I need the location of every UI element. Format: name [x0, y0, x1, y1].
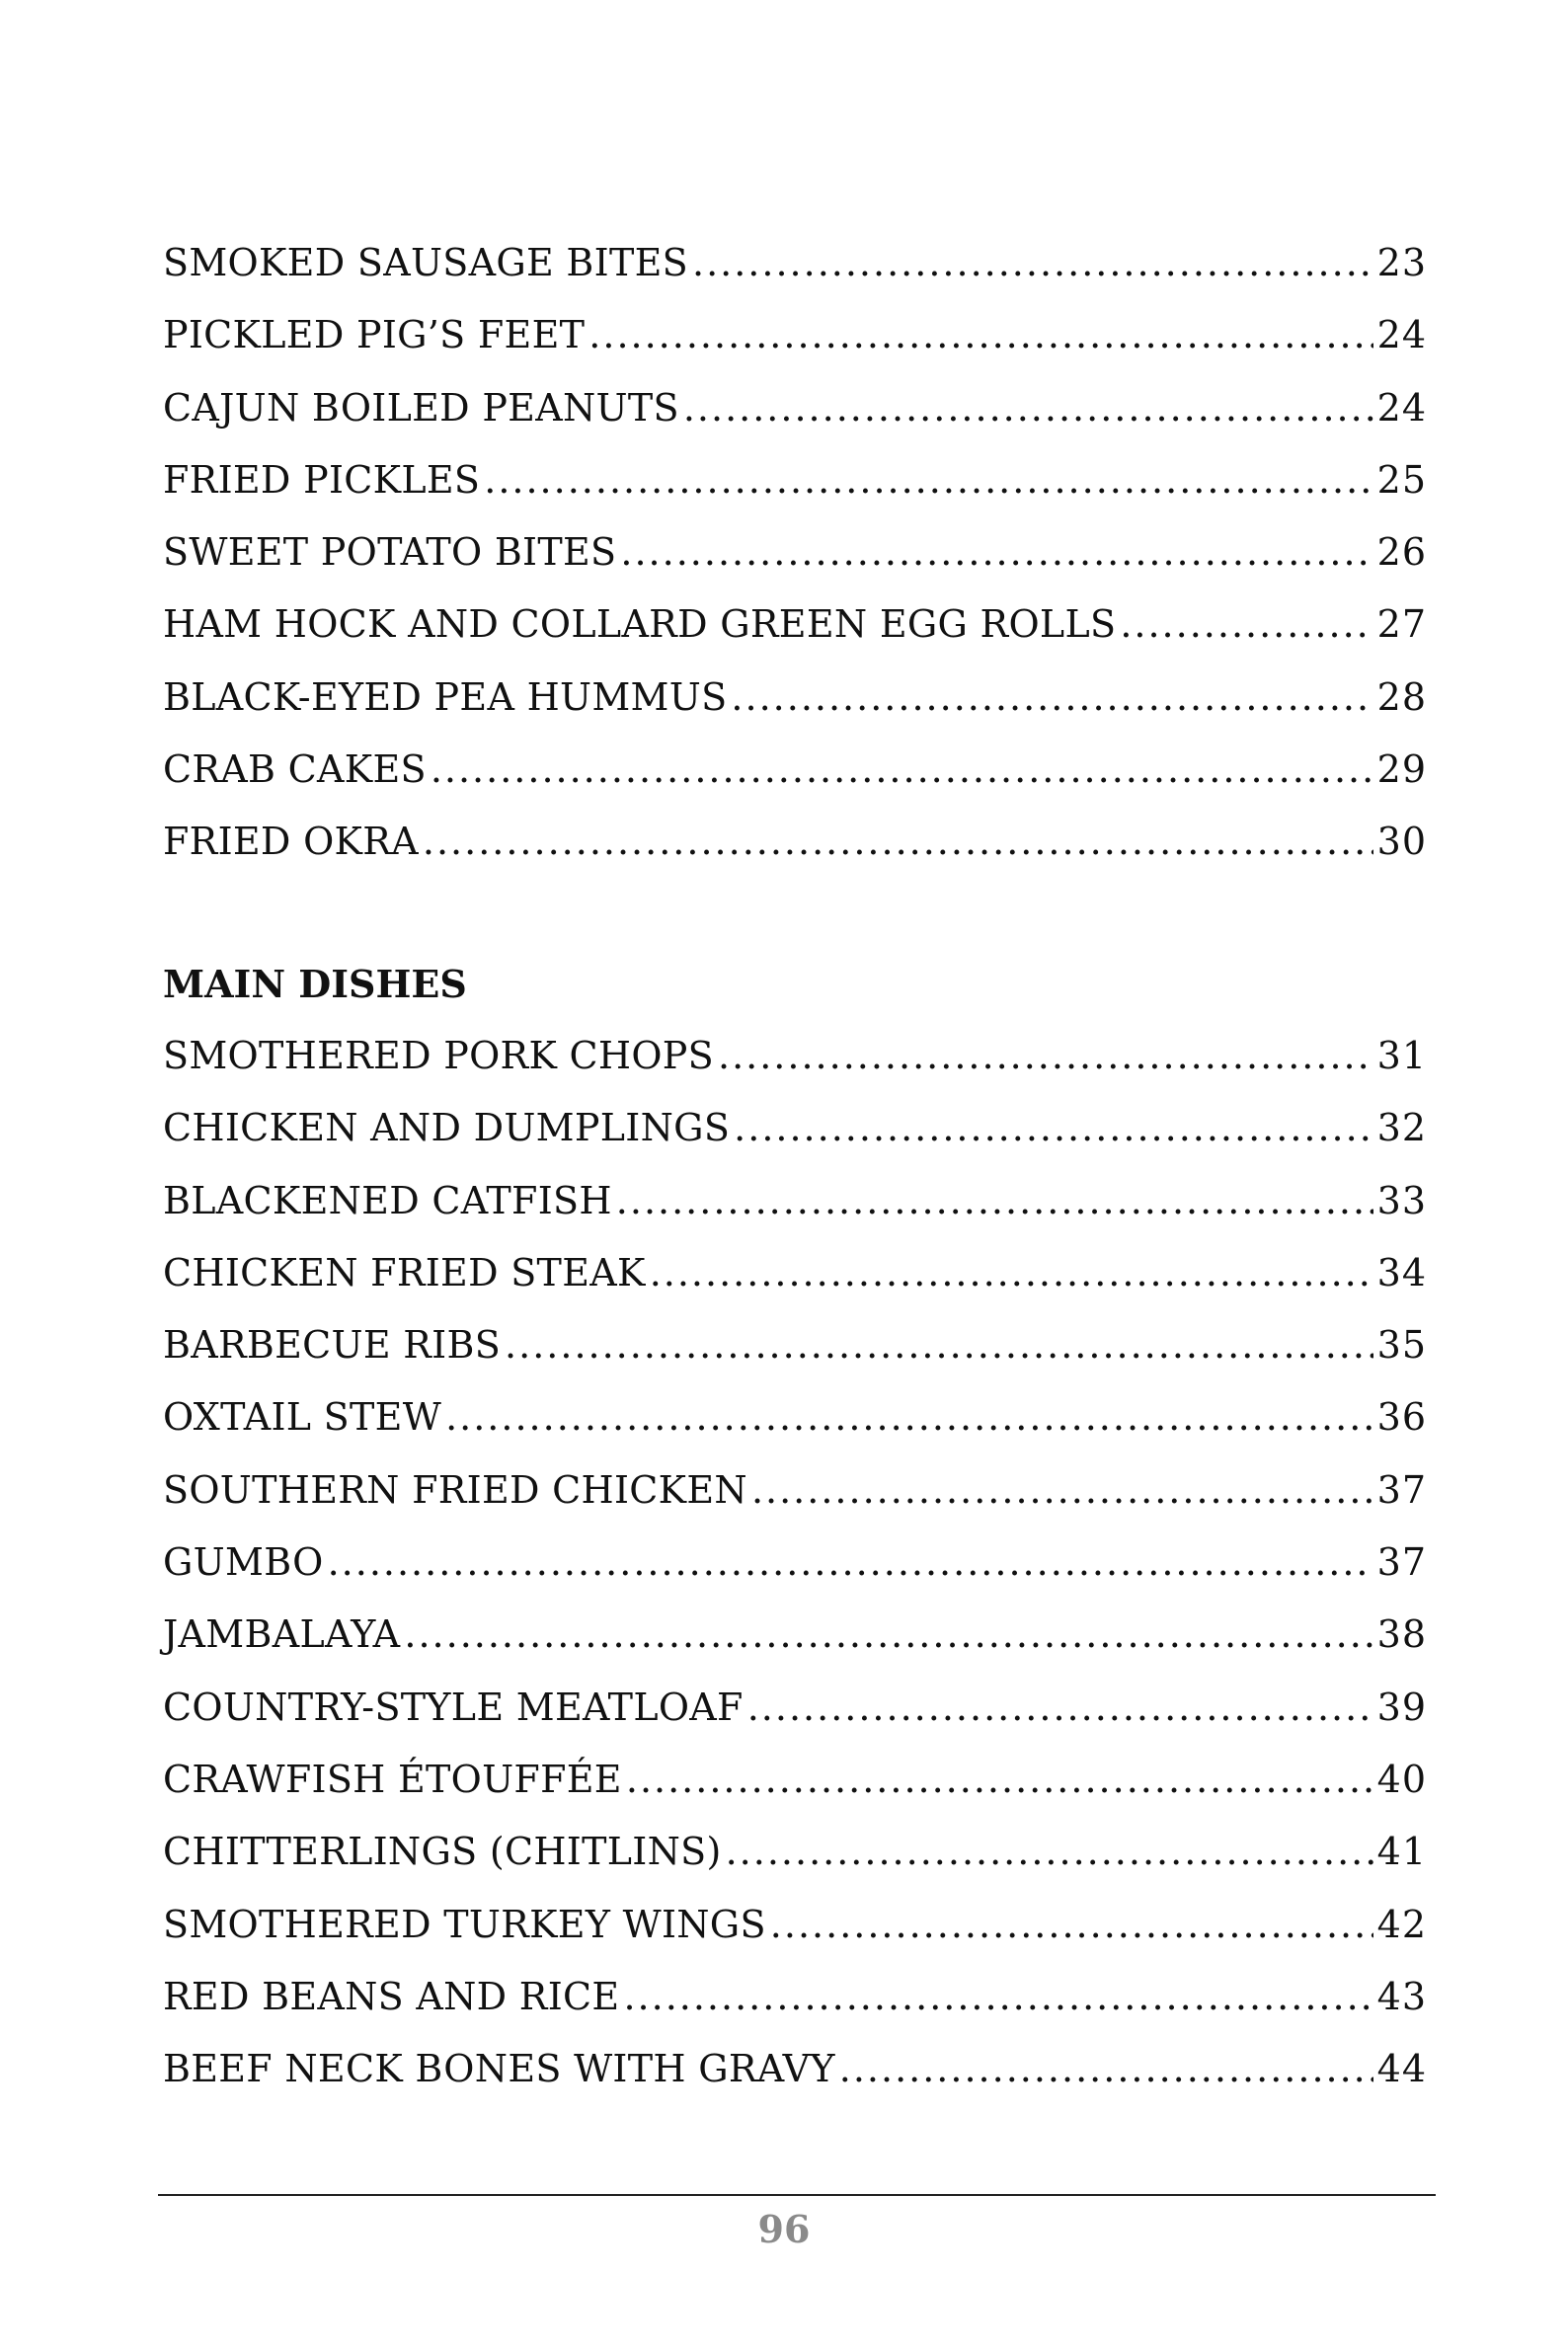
toc-entry [163, 1165, 1427, 1237]
toc-entry-page: 38 [1376, 1612, 1427, 1657]
toc-entry-title: CHICKEN AND DUMPLINGS [163, 1106, 731, 1150]
toc-entry [163, 1744, 1427, 1816]
toc-dot-leader [726, 1816, 1373, 1888]
toc-entry [163, 1020, 1427, 1092]
toc-entry [163, 806, 1427, 878]
toc-entry [163, 1381, 1427, 1453]
toc-entry-page: 33 [1376, 1178, 1427, 1222]
toc-entry [163, 588, 1427, 661]
toc-dot-leader [620, 516, 1372, 588]
toc-dot-leader [623, 1961, 1372, 2033]
section-heading-main-dishes: MAIN DISHES [163, 962, 467, 1006]
toc-entry-page: 40 [1376, 1757, 1427, 1801]
toc-entry-title: BARBECUE RIBS [163, 1323, 502, 1368]
toc-dot-leader [718, 1020, 1373, 1092]
toc-entry [163, 1309, 1427, 1381]
toc-entry-title: GUMBO [163, 1540, 324, 1585]
toc-entry-page: 37 [1376, 1540, 1427, 1585]
toc-list-main-dishes [163, 1020, 1427, 2105]
toc-dot-leader [626, 1744, 1373, 1816]
toc-entry-title: OXTAIL STEW [163, 1395, 442, 1440]
toc-dot-leader [328, 1527, 1373, 1599]
toc-dot-leader [1120, 588, 1372, 661]
toc-entry [163, 1092, 1427, 1164]
toc-entry-page: 27 [1376, 602, 1427, 647]
toc-entry-title: JAMBALAYA [163, 1612, 401, 1657]
toc-entry-page: 36 [1376, 1395, 1427, 1440]
toc-entry-title: SMOKED SAUSAGE BITES [163, 241, 688, 284]
toc-entry-page: 32 [1376, 1106, 1427, 1150]
toc-dot-leader [423, 806, 1373, 878]
toc-entry-title: FRIED PICKLES [163, 457, 481, 502]
toc-entry-title: PICKLED PIG’S FEET [163, 313, 586, 357]
toc-entry-title: SMOTHERED PORK CHOPS [163, 1034, 714, 1077]
toc-entry-page: 43 [1376, 1974, 1427, 2018]
toc-entry-page: 29 [1376, 747, 1427, 792]
toc-entry [163, 372, 1427, 444]
toc-entry-page: 25 [1376, 457, 1427, 502]
page-number: 96 [757, 2207, 811, 2251]
toc-entry-page: 35 [1376, 1323, 1427, 1368]
toc-dot-leader [404, 1599, 1372, 1671]
toc-entry [163, 1599, 1427, 1671]
toc-entry-page: 24 [1376, 313, 1427, 357]
toc-entry-page: 44 [1376, 2047, 1427, 2091]
toc-dot-leader [505, 1309, 1373, 1381]
toc-entry-title: RED BEANS AND RICE [163, 1974, 620, 2018]
toc-entry [163, 299, 1427, 371]
footer-divider [158, 2194, 1436, 2196]
toc-entry [163, 1672, 1427, 1744]
toc-entry [163, 1889, 1427, 1961]
toc-entry-page: 37 [1376, 1467, 1427, 1512]
toc-dot-leader [650, 1237, 1373, 1309]
toc-entry-page: 42 [1376, 1902, 1427, 1946]
toc-dot-leader [484, 444, 1372, 516]
toc-dot-leader [431, 734, 1373, 806]
toc-entry-page: 28 [1376, 674, 1427, 719]
toc-entry-title: CRAWFISH ÉTOUFFÉE [163, 1757, 622, 1801]
toc-entry-title: BEEF NECK BONES WITH GRAVY [163, 2047, 835, 2091]
toc-entry-title: BLACK-EYED PEA HUMMUS [163, 674, 728, 719]
toc-dot-leader [588, 299, 1372, 371]
toc-dot-leader [747, 1672, 1373, 1744]
toc-entry-page: 23 [1376, 241, 1427, 284]
toc-entry-page: 41 [1376, 1830, 1427, 1874]
toc-entry-page: 34 [1376, 1250, 1427, 1294]
toc-entry [163, 1237, 1427, 1309]
toc-dot-leader [683, 372, 1373, 444]
toc-entry [163, 516, 1427, 588]
toc-entry-title: HAM HOCK AND COLLARD GREEN EGG ROLLS [163, 602, 1117, 647]
toc-entry [163, 1527, 1427, 1599]
toc-entry [163, 444, 1427, 516]
toc-entry-page: 39 [1376, 1685, 1427, 1729]
toc-dot-leader [734, 1092, 1372, 1164]
toc-entry-title: BLACKENED CATFISH [163, 1178, 612, 1222]
toc-dot-leader [770, 1889, 1373, 1961]
toc-dot-leader [616, 1165, 1373, 1237]
toc-entry-title: CHITTERLINGS (CHITLINS) [163, 1830, 722, 1874]
toc-entry-title: SWEET POTATO BITES [163, 530, 617, 575]
toc-entry-title: SOUTHERN FRIED CHICKEN [163, 1467, 747, 1512]
toc-entry-title: CAJUN BOILED PEANUTS [163, 385, 679, 430]
toc-dot-leader [445, 1381, 1373, 1453]
toc-entry-title: CRAB CAKES [163, 747, 427, 792]
toc-entry-page: 30 [1376, 820, 1427, 864]
toc-entry [163, 2033, 1427, 2105]
toc-entry-title: SMOTHERED TURKEY WINGS [163, 1902, 766, 1946]
toc-entry [163, 734, 1427, 806]
toc-entry-title: FRIED OKRA [163, 820, 419, 864]
toc-dot-leader [839, 2033, 1373, 2105]
toc-entry-page: 31 [1376, 1034, 1427, 1077]
toc-entry [163, 1816, 1427, 1888]
toc-entry-title: CHICKEN FRIED STEAK [163, 1250, 646, 1294]
toc-entry-page: 26 [1376, 530, 1427, 575]
toc-entry-page: 24 [1376, 385, 1427, 430]
toc-dot-leader [731, 662, 1372, 734]
toc-entry [163, 662, 1427, 734]
toc-dot-leader [751, 1454, 1373, 1527]
toc-dot-leader [692, 227, 1373, 299]
toc-entry-title: COUNTRY-STYLE MEATLOAF [163, 1685, 744, 1729]
toc-entry [163, 1454, 1427, 1527]
toc-entry [163, 227, 1427, 299]
toc-entry [163, 1961, 1427, 2033]
toc-list-appetizers [163, 227, 1427, 879]
